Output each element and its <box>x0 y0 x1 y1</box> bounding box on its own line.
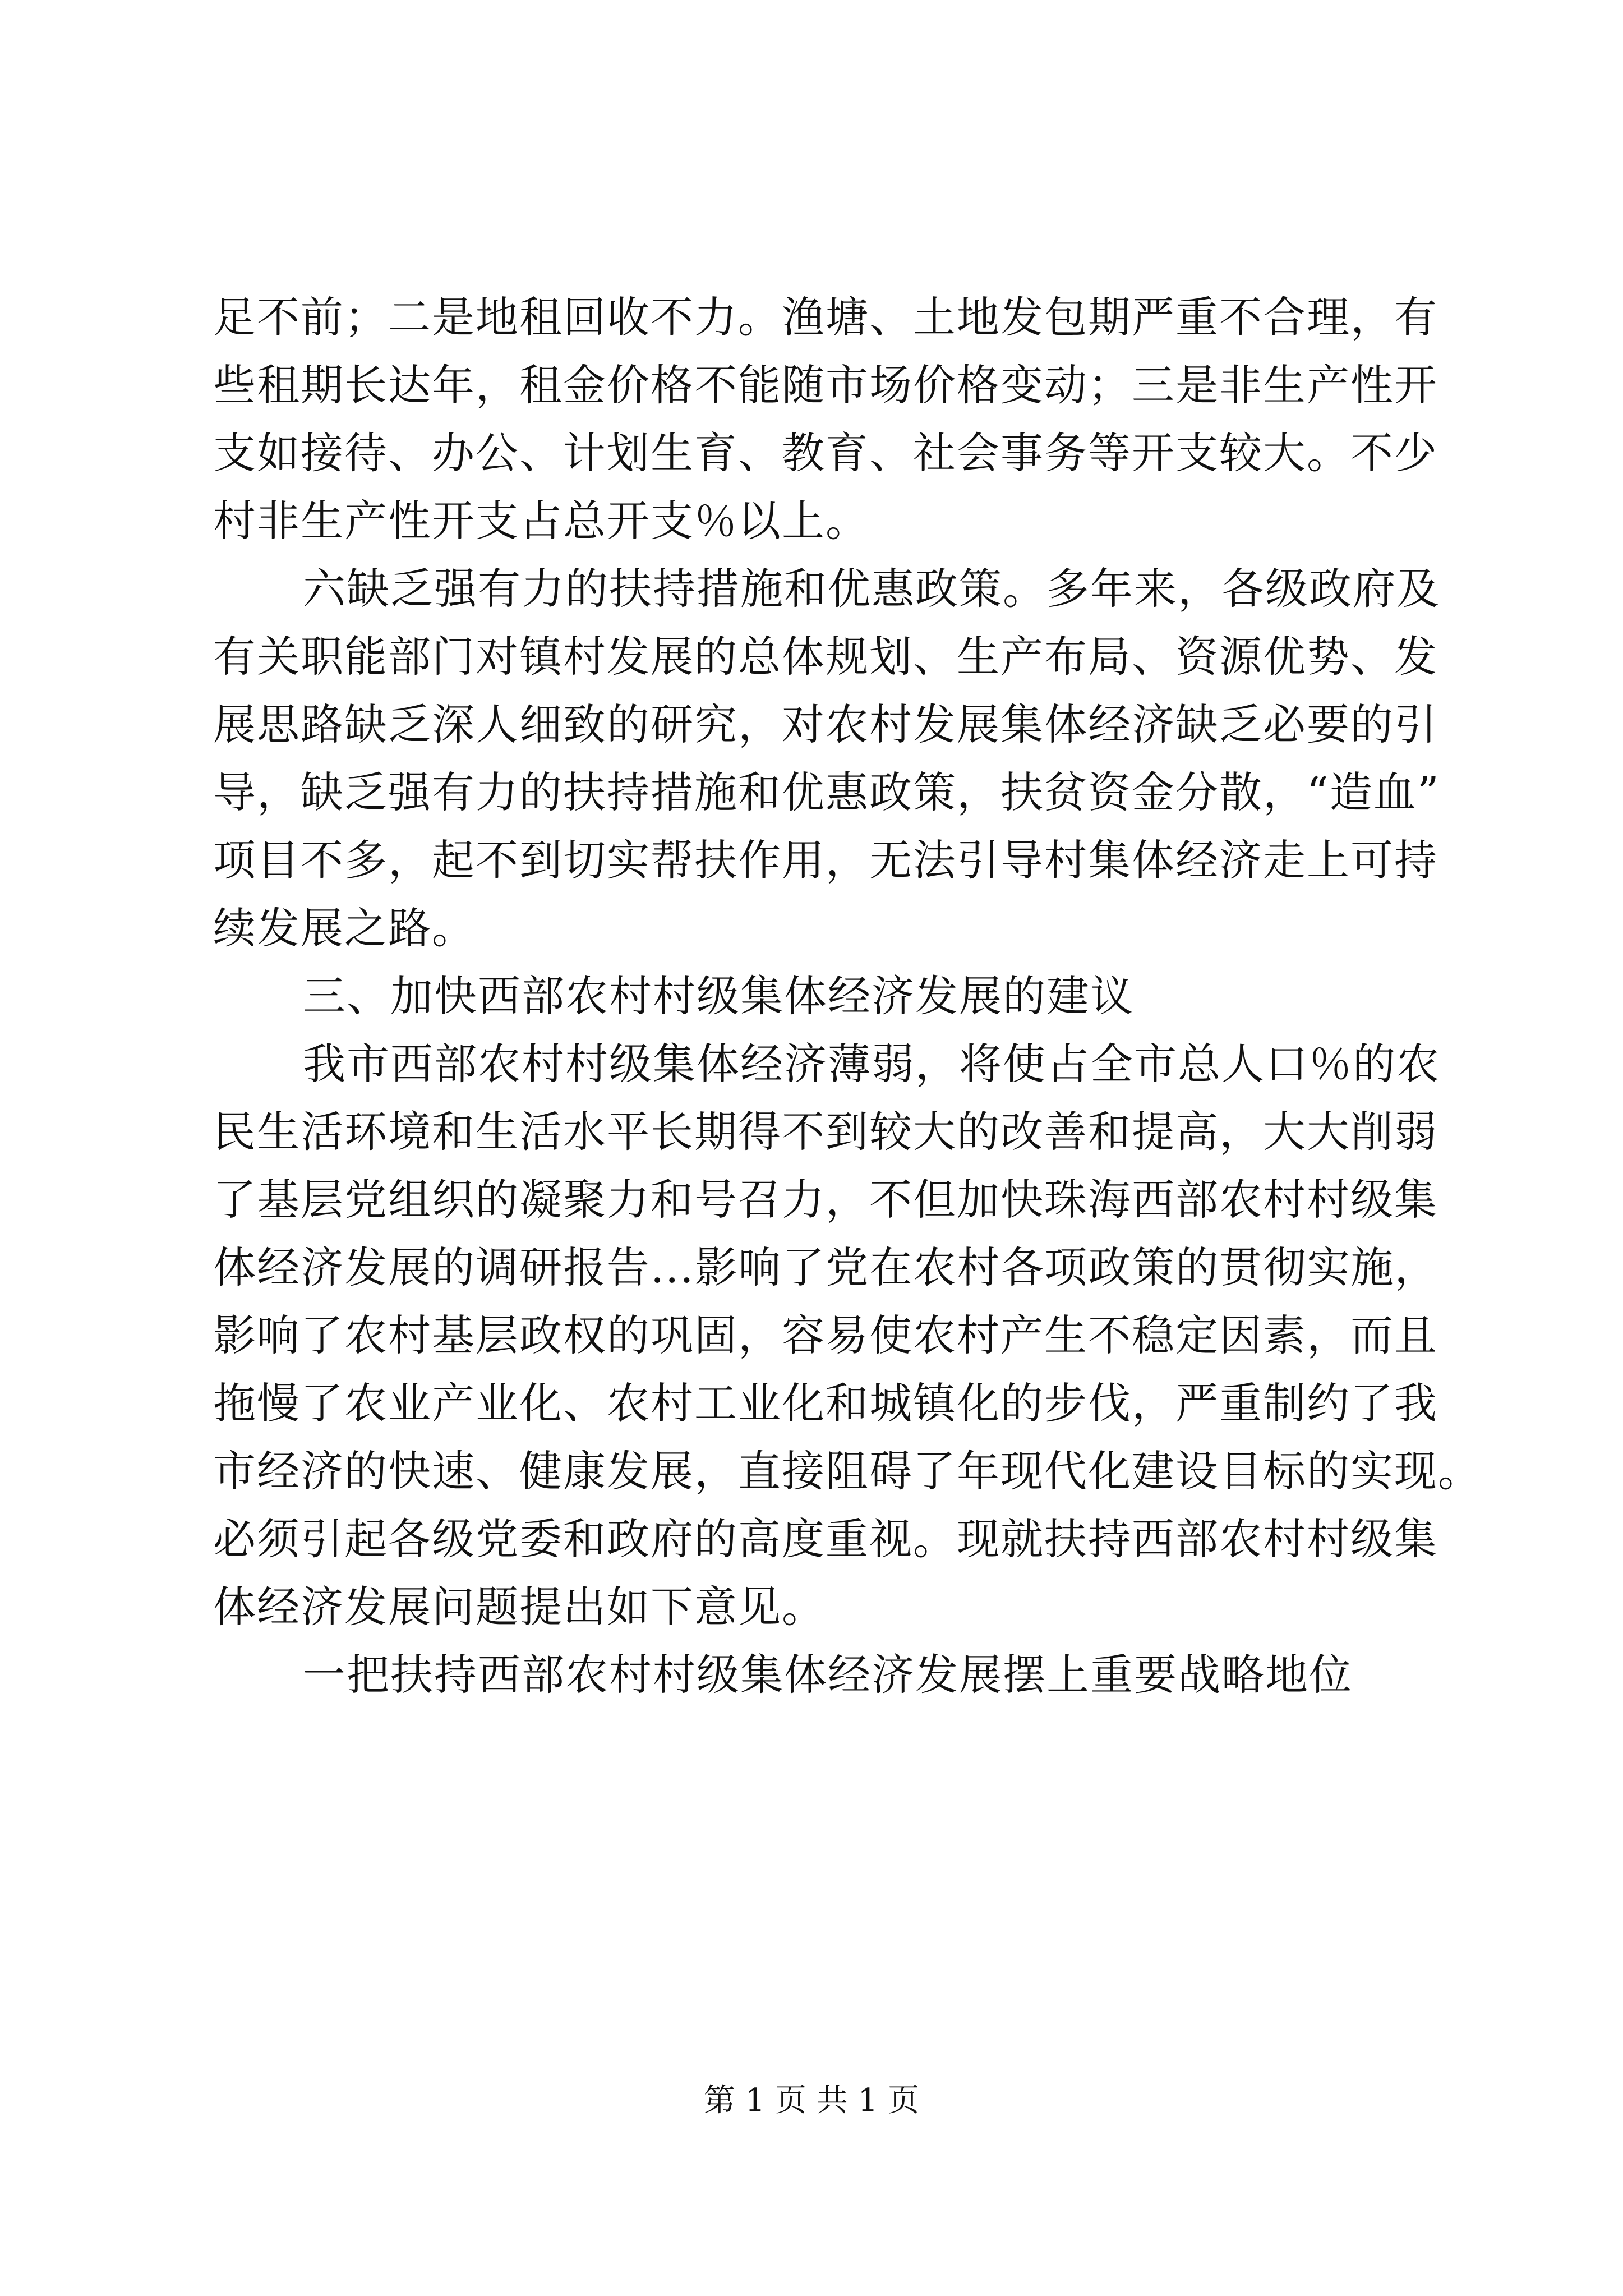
text-line: 影响了农村基层政权的巩固，容易使农村产生不稳定因素，而且 <box>213 1310 1438 1360</box>
text-line: 一把扶持西部农村村级集体经济发展摆上重要战略地位 <box>303 1650 1353 1700</box>
text-line: 体经济发展问题提出如下意见。 <box>213 1582 826 1632</box>
text-line: 足不前；二是地租回收不力。渔塘、土地发包期严重不合理，有 <box>213 292 1438 342</box>
text-line: 展思路缺乏深人细致的研究，对农村发展集体经济缺乏必要的引 <box>213 700 1438 749</box>
text-line: 拖慢了农业产业化、农村工业化和城镇化的步伐，严重制约了我 <box>213 1378 1438 1428</box>
paragraph-1 <box>213 283 1438 555</box>
page-footer: 第 1 页 共 1 页 <box>703 2082 920 2119</box>
section-heading <box>213 962 1402 1030</box>
text-line: 体经济发展的调研报告...影响了党在农村各项政策的贯彻实施， <box>213 1243 1438 1292</box>
text-line: 三、加快西部农村村级集体经济发展的建议 <box>303 971 1134 1021</box>
paragraph-2 <box>213 555 1440 962</box>
text-line: 市经济的快速、健康发展，直接阻碍了年现代化建设目标的实现。 <box>213 1446 1482 1496</box>
text-line: 必须引起各级党委和政府的高度重视。现就扶持西部农村村级集 <box>213 1514 1438 1564</box>
text-line: 了基层党组织的凝聚力和号召力，不但加快珠海西部农村村级集 <box>213 1175 1438 1225</box>
paragraph-4 <box>213 1641 1402 1709</box>
text-line: 续发展之路。 <box>213 903 476 953</box>
text-line: 些租期长达年，租金价格不能随市场价格变动；三是非生产性开 <box>213 360 1438 410</box>
text-line: 有关职能部门对镇村发展的总体规划、生产布局、资源优势、发 <box>213 632 1438 682</box>
text-line: 项目不多，起不到切实帮扶作用，无法引导村集体经济走上可持 <box>213 835 1438 885</box>
text-line: 六缺乏强有力的扶持措施和优惠政策。多年来，各级政府及 <box>303 564 1440 614</box>
text-line: 支如接待、办公、计划生育、教育、社会事务等开支较大。不少 <box>213 428 1438 478</box>
text-line: 民生活环境和生活水平长期得不到较大的改善和提高，大大削弱 <box>213 1107 1438 1157</box>
text-line: 导，缺乏强有力的扶持措施和优惠政策，扶贫资金分散，“造血” <box>213 767 1440 817</box>
paragraph-3 <box>213 1030 1482 1641</box>
text-line: 我市西部农村村级集体经济薄弱，将使占全市总人口％的农 <box>303 1039 1440 1089</box>
document-body <box>213 283 1482 1709</box>
text-line: 村非生产性开支占总开支％以上。 <box>213 496 869 546</box>
